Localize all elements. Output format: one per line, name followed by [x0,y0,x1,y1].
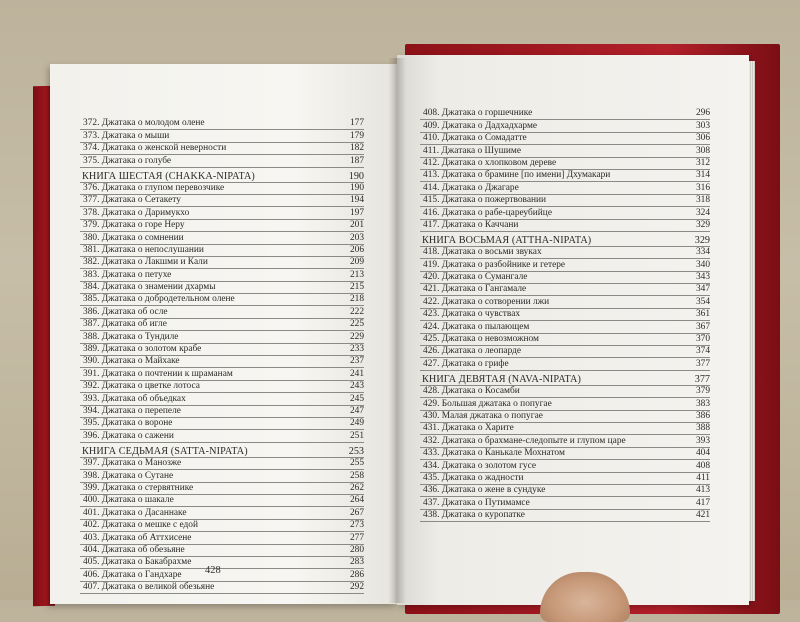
toc-entry-page: 251 [349,430,364,441]
toc-entry-title: 416. Джатака о рабе-цареубийце [423,207,552,218]
toc-entry [420,358,710,370]
toc-entry [80,331,364,343]
toc-entry-title: 408. Джатака о горшечнике [423,108,533,119]
toc-left-column [80,118,364,594]
toc-entry [80,183,364,195]
toc-entry [80,393,364,405]
toc-entry-page: 255 [349,458,364,469]
toc-entry [420,145,710,157]
toc-entry [420,272,710,284]
toc-entry-page: 277 [349,532,364,543]
toc-entry-title: КНИГА ВОСЬМАЯ (ATTHA-NIPATA) [422,234,592,246]
toc-right-column [420,108,710,522]
toc-entry [80,582,364,594]
toc-entry-title: 393. Джатака об объедках [83,393,186,404]
toc-entry-title: 434. Джатака о золотом гусе [423,460,537,471]
toc-entry [80,507,364,519]
toc-entry [80,495,364,507]
toc-entry-page: 361 [695,309,710,320]
toc-entry-title: 381. Джатака о непослушании [83,244,204,255]
toc-entry-page: 354 [695,296,710,307]
toc-entry-page: 249 [349,418,364,429]
toc-entry-page: 201 [349,220,364,231]
toc-entry-page: 190 [348,170,364,182]
toc-entry-page: 247 [349,405,364,416]
toc-entry-title: 375. Джатака о голубе [83,155,172,166]
toc-entry [420,435,710,447]
toc-entry-title: 426. Джатака о леопарде [423,346,522,357]
toc-entry-page: 377 [694,373,710,385]
toc-entry [80,545,364,557]
toc-entry-page: 283 [349,557,364,568]
toc-entry-page: 229 [349,331,364,342]
toc-entry-title: 410. Джатака о Сомадатте [423,133,527,144]
toc-entry [420,158,710,170]
toc-entry-title: 432. Джатака о брахмане-следопыте и глупом царе [423,435,626,446]
toc-entry-title: 378. Джатака о Даримукхо [83,207,190,218]
toc-entry [420,259,710,271]
toc-entry-page: 383 [695,398,710,409]
toc-entry-title: 390. Джатака о Майхаке [83,356,180,367]
toc-entry-title: 400. Джатака о шакале [83,495,174,506]
toc-entry [80,532,364,544]
toc-entry-title: 402. Джатака о мешке с едой [83,520,199,531]
toc-entry-title: 425. Джатака о невозможном [423,334,539,345]
toc-entry [420,411,710,423]
toc-entry-page: 241 [349,368,364,379]
toc-entry [80,356,364,368]
toc-entry-title: 435. Джатака о жадности [423,472,524,483]
toc-entry-title: 401. Джатака о Дасаннаке [83,507,187,518]
toc-entry-page: 393 [695,435,710,446]
toc-entry [80,368,364,380]
toc-entry-page: 316 [695,182,710,193]
toc-entry-title: КНИГА ДЕВЯТАЯ (NAVA-NIPATA) [422,373,582,385]
toc-entry [420,120,710,132]
toc-entry-title: 385. Джатака о добродетельном олене [83,294,235,305]
toc-entry [420,182,710,194]
toc-entry-page: 209 [349,257,364,268]
toc-entry-title: 382. Джатака о Лакшми и Кали [83,257,208,268]
toc-entry [420,334,710,346]
toc-entry-title: 376. Джатака о глупом перевозчике [83,182,225,193]
toc-entry-title: 431. Джатака о Харите [423,423,514,434]
toc-section-heading [80,443,364,458]
toc-entry-page: 329 [694,234,710,246]
toc-entry-page: 417 [695,497,710,508]
toc-entry [420,296,710,308]
toc-entry-title: 411. Джатака о Шушиме [423,145,521,156]
toc-entry-page: 182 [349,143,364,154]
toc-entry-title: 421. Джатака о Гангамале [423,284,527,295]
toc-entry-title: 406. Джатака о Гандхаре [83,569,182,580]
toc-entry-title: 436. Джатака о жене в сундуке [423,485,546,496]
toc-entry-title: 391. Джатака о почтении к шраманам [83,368,233,379]
toc-entry-title: 417. Джатака о Каччани [423,219,519,230]
toc-entry-page: 296 [695,108,710,119]
toc-entry-title: 407. Джатака о великой обезьяне [83,582,215,593]
toc-entry-title: 415. Джатака о пожертвовании [423,195,547,206]
toc-entry-page: 264 [349,495,364,506]
toc-entry [80,458,364,470]
toc-entry-page: 190 [349,182,364,193]
toc-entry [80,118,364,130]
toc-entry-title: 409. Джатака о Дадхадхарме [423,120,538,131]
toc-entry [80,245,364,257]
toc-entry [80,220,364,232]
toc-entry-title: 413. Джатака о брамине [по имени] Дхумакари [423,170,611,181]
toc-entry-title: 398. Джатака о Сутане [83,470,174,481]
toc-entry-title: 374. Джатака о женской неверности [83,143,227,154]
toc-entry-page: 225 [349,319,364,330]
toc-entry-page: 197 [349,207,364,218]
toc-entry-title: 430. Малая джатака о попугае [423,410,543,421]
toc-entry-title: 422. Джатака о сотворении лжи [423,296,550,307]
toc-entry-page: 273 [349,520,364,531]
toc-entry [420,485,710,497]
toc-entry-page: 421 [695,510,710,521]
toc-entry-title: 384. Джатака о знамении дхармы [83,282,216,293]
toc-entry-title: 403. Джатака об Аттхисене [83,532,192,543]
toc-entry-page: 262 [349,482,364,493]
toc-entry-page: 237 [349,356,364,367]
toc-entry-page: 245 [349,393,364,404]
toc-entry-page: 218 [349,294,364,305]
toc-section-heading [420,371,710,386]
toc-entry [420,133,710,145]
toc-entry-title: КНИГА СЕДЬМАЯ (SATTA-NIPATA) [82,445,248,457]
toc-entry [80,195,364,207]
toc-entry [420,460,710,472]
toc-entry-page: 329 [695,219,710,230]
toc-entry [420,284,710,296]
toc-entry-page: 388 [695,423,710,434]
toc-entry-title: 429. Большая джатака о попугае [423,398,552,409]
toc-entry-page: 324 [695,207,710,218]
toc-entry [420,473,710,485]
book-gutter [388,58,406,603]
toc-section-heading [80,168,364,183]
toc-entry-page: 292 [349,582,364,593]
toc-entry [80,319,364,331]
toc-entry-page: 187 [349,155,364,166]
toc-entry-title: 424. Джатака о пылающем [423,321,530,332]
toc-entry [80,143,364,155]
toc-entry-title: 419. Джатака о разбойнике и гетере [423,259,566,270]
toc-entry-page: 318 [695,195,710,206]
toc-entry-title: 395. Джатака о вороне [83,418,173,429]
toc-entry [80,406,364,418]
toc-entry-title: 438. Джатака о куропатке [423,510,525,521]
toc-entry-page: 308 [695,145,710,156]
toc-entry-page: 206 [349,244,364,255]
toc-entry-title: 392. Джатака о цветке лотоса [83,381,200,392]
toc-entry [80,430,364,442]
toc-entry-page: 194 [349,195,364,206]
toc-entry-title: 412. Джатака о хлопковом дереве [423,157,557,168]
toc-entry-page: 280 [349,544,364,555]
toc-entry-title: 418. Джатака о восьми звуках [423,247,542,258]
toc-entry-title: 397. Джатака о Манозже [83,458,182,469]
toc-entry [420,346,710,358]
toc-entry-title: 428. Джатака о Косамби [423,386,520,397]
toc-entry [80,381,364,393]
toc-entry-page: 340 [695,259,710,270]
toc-entry-page: 286 [349,569,364,580]
toc-entry-page: 253 [348,445,364,457]
toc-entry [80,344,364,356]
toc-entry-title: 372. Джатака о молодом олене [83,118,205,129]
toc-entry-title: 396. Джатака о сажени [83,430,174,441]
toc-entry [80,257,364,269]
toc-entry-page: 347 [695,284,710,295]
toc-entry-title: 420. Джатака о Сумангале [423,272,528,283]
toc-entry-page: 179 [349,130,364,141]
toc-entry [420,497,710,509]
toc-entry-title: 379. Джатака о горе Неру [83,220,185,231]
toc-entry-title: 405. Джатака о Бакабрахме [83,557,192,568]
toc-entry-page: 213 [349,269,364,280]
toc-entry-title: 423. Джатака о чувствах [423,309,521,320]
toc-entry [80,155,364,167]
toc-entry [80,520,364,532]
toc-entry [80,232,364,244]
toc-entry-page: 314 [695,170,710,181]
toc-entry-page: 203 [349,232,364,243]
toc-entry-title: 383. Джатака о петухе [83,269,172,280]
toc-entry-page: 258 [349,470,364,481]
toc-entry-title: 386. Джатака об осле [83,306,168,317]
page-number: 428 [205,565,221,576]
toc-entry-page: 334 [695,247,710,258]
toc-entry-page: 386 [695,410,710,421]
toc-entry [420,247,710,259]
toc-entry-page: 222 [349,306,364,317]
toc-entry-page: 267 [349,507,364,518]
toc-entry [80,207,364,219]
toc-entry-page: 404 [695,448,710,459]
toc-section-heading [420,232,710,247]
toc-entry [420,448,710,460]
toc-entry-title: 394. Джатака о перепеле [83,405,181,416]
toc-entry-title: 373. Джатака о мыши [83,130,170,141]
toc-entry-page: 411 [696,472,710,483]
toc-entry-page: 233 [349,344,364,355]
toc-entry [80,130,364,142]
toc-entry-title: 388. Джатака о Тундиле [83,331,179,342]
toc-entry [420,207,710,219]
toc-entry-page: 215 [349,282,364,293]
toc-entry [80,294,364,306]
toc-entry [420,170,710,182]
toc-entry-title: 404. Джатака об обезьяне [83,544,185,555]
toc-entry [420,195,710,207]
toc-entry [420,510,710,522]
toc-entry-title: 433. Джатака о Канькале Мохнатом [423,448,565,459]
toc-entry-page: 413 [695,485,710,496]
toc-entry-title: КНИГА ШЕСТАЯ (CHAKKA-NIPATA) [82,170,255,182]
toc-entry [80,418,364,430]
toc-entry-title: 377. Джатака о Сетакету [83,195,181,206]
toc-entry-title: 389. Джатака о золотом крабе [83,344,202,355]
toc-entry-title: 437. Джатака о Путимамсе [423,497,530,508]
toc-entry [420,321,710,333]
toc-entry-page: 177 [349,118,364,129]
toc-entry [420,386,710,398]
toc-entry [80,569,364,581]
toc-entry-page: 379 [695,386,710,397]
toc-entry-title: 380. Джатака о сомнении [83,232,184,243]
toc-entry-page: 370 [695,334,710,345]
toc-entry-title: 387. Джатака об игле [83,319,167,330]
toc-entry-title: 414. Джатака о Джагаре [423,182,519,193]
toc-entry-title: 427. Джатака о грифе [423,358,509,369]
toc-entry-page: 408 [695,460,710,471]
toc-entry-page: 312 [695,157,710,168]
toc-entry-title: 399. Джатака о стервятнике [83,482,194,493]
toc-entry [420,309,710,321]
toc-entry [420,220,710,232]
toc-entry [80,557,364,569]
toc-entry [420,398,710,410]
toc-entry-page: 306 [695,133,710,144]
toc-entry [420,108,710,120]
toc-entry-page: 343 [695,272,710,283]
toc-entry-page: 243 [349,381,364,392]
toc-entry [80,282,364,294]
toc-entry-page: 367 [695,321,710,332]
toc-entry [420,423,710,435]
toc-entry [80,470,364,482]
toc-entry-page: 377 [695,358,710,369]
toc-entry-page: 303 [695,120,710,131]
toc-entry [80,306,364,318]
toc-entry [80,483,364,495]
toc-entry [80,269,364,281]
toc-entry-page: 374 [695,346,710,357]
